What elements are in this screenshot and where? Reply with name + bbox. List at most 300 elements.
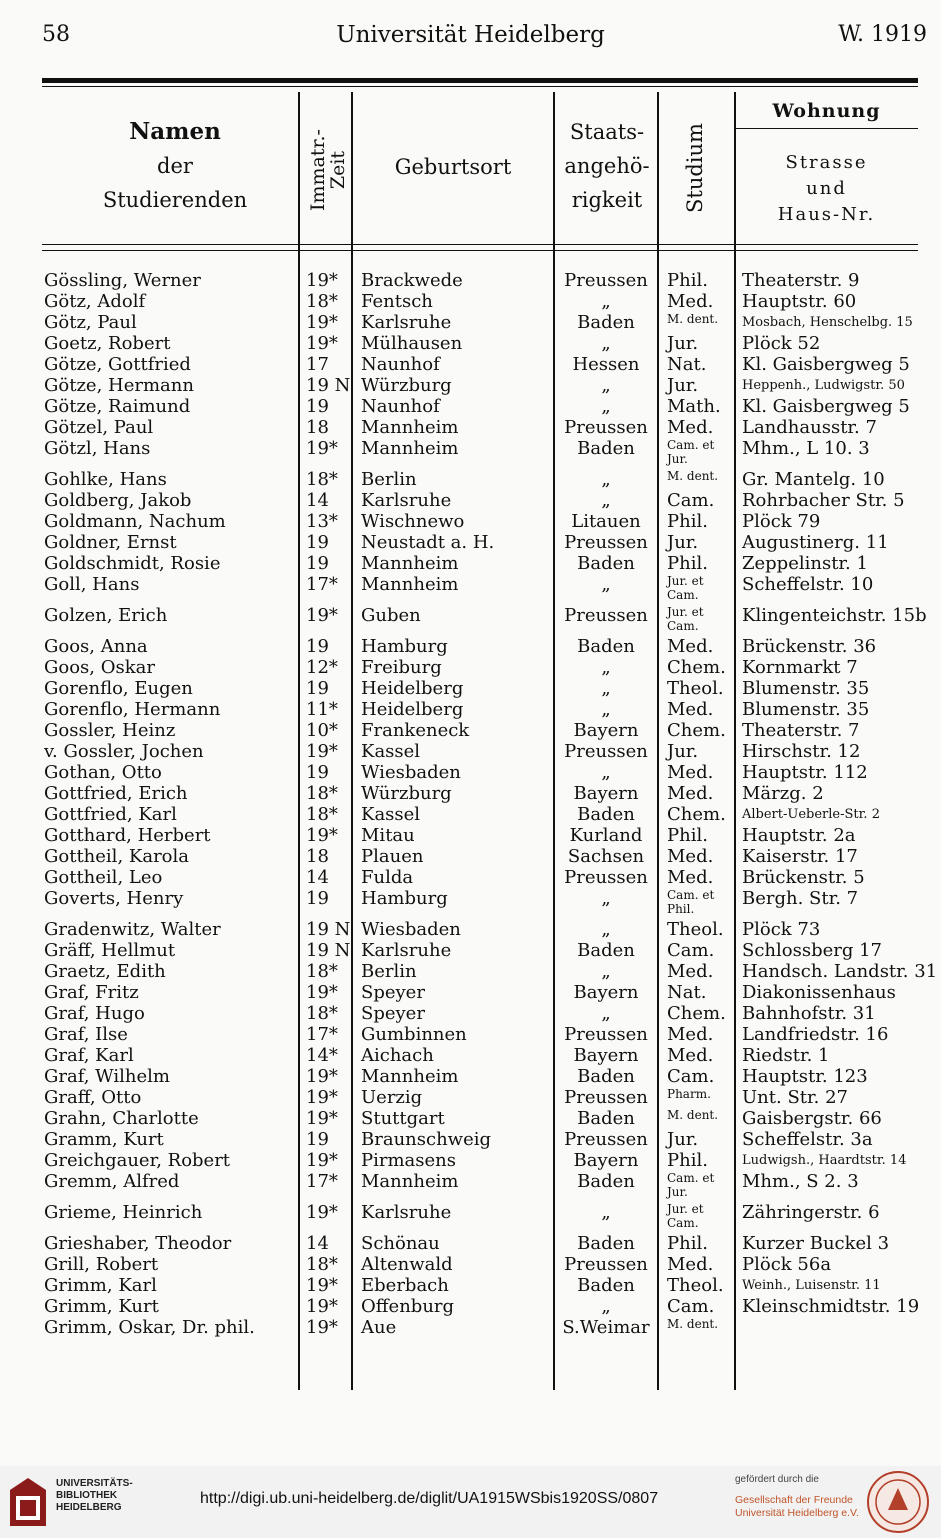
immatr-time: 19* [306, 312, 338, 333]
table-row [0, 1024, 941, 1045]
field-of-study: Phil. [667, 511, 708, 532]
birthplace: Offenburg [361, 1296, 455, 1317]
nationality: „ [601, 1202, 611, 1223]
field-of-study: Chem. [667, 1003, 726, 1024]
address: Kaiserstr. 17 [742, 846, 858, 867]
birthplace: Mannheim [361, 1171, 459, 1192]
nationality: „ [601, 375, 611, 396]
field-of-study: Chem. [667, 657, 726, 678]
address: Mosbach, Henschelbg. 15 [742, 315, 913, 330]
immatr-time: 19* [306, 1087, 338, 1108]
nationality: „ [601, 657, 611, 678]
immatr-time: 19* [306, 1150, 338, 1171]
nationality: Baden [577, 1171, 635, 1192]
nationality: Kurland [569, 825, 643, 846]
nationality: „ [601, 1296, 611, 1317]
immatr-time: 12* [306, 657, 338, 678]
table-row [0, 574, 941, 605]
address: Hauptstr. 123 [742, 1066, 868, 1087]
immatr-time: 19* [306, 1317, 338, 1338]
student-name: Grieshaber, Theodor [44, 1233, 232, 1254]
student-name: Graf, Hugo [44, 1003, 145, 1024]
field-of-study: Med. [667, 846, 714, 867]
table-row [0, 961, 941, 982]
student-name: Goverts, Henry [44, 888, 184, 909]
immatr-time: 19 [306, 532, 329, 553]
field-of-study: Med. [667, 417, 714, 438]
birthplace: Eberbach [361, 1275, 449, 1296]
nationality: „ [601, 574, 611, 595]
field-of-study: Cam. [667, 1066, 715, 1087]
birthplace: Kassel [361, 804, 421, 825]
nationality: Sachsen [567, 846, 645, 867]
immatr-time: 19 N [306, 919, 351, 940]
student-name: Grimm, Oskar, Dr. phil. [44, 1317, 255, 1338]
library-name-line1: UNIVERSITÄTS- [56, 1478, 133, 1489]
address: Handsch. Landstr. 31 [742, 961, 938, 982]
nationality: Preussen [564, 1024, 648, 1045]
immatr-time: 14 [306, 1233, 329, 1254]
table-row [0, 1087, 941, 1108]
wohnung-rule [735, 128, 918, 129]
table-row [0, 657, 941, 678]
field-of-study: Med. [667, 636, 714, 657]
col-header-immatr-line1: Immatr.- [307, 129, 329, 211]
birthplace: Aue [361, 1317, 397, 1338]
immatr-time: 18* [306, 961, 338, 982]
student-name: Goos, Oskar [44, 657, 155, 678]
nationality: „ [601, 396, 611, 417]
birthplace: Heidelberg [361, 699, 464, 720]
address: Plöck 73 [742, 919, 821, 940]
page-title: Universität Heidelberg [336, 22, 605, 48]
birthplace: Wischnewo [361, 511, 465, 532]
nationality: Baden [577, 1233, 635, 1254]
col-header-names [60, 115, 290, 217]
table-row [0, 804, 941, 825]
table-row [0, 1045, 941, 1066]
student-name: Gossler, Heinz [44, 720, 176, 741]
nationality: „ [601, 888, 611, 909]
nationality: Preussen [564, 741, 648, 762]
address: Theaterstr. 9 [742, 270, 860, 291]
immatr-time: 19* [306, 270, 338, 291]
address: Zähringerstr. 6 [742, 1202, 880, 1223]
nationality: Litauen [571, 511, 641, 532]
student-name: Gorenflo, Eugen [44, 678, 193, 699]
address: Hauptstr. 112 [742, 762, 868, 783]
student-name: Grill, Robert [44, 1254, 159, 1275]
birthplace: Stuttgart [361, 1108, 445, 1129]
address: Gr. Mantelg. 10 [742, 469, 885, 490]
immatr-time: 19* [306, 741, 338, 762]
address: Diakonissenhaus [742, 982, 896, 1003]
student-table [0, 270, 941, 1338]
top-rule-thin [42, 86, 918, 87]
nationality: Preussen [564, 1087, 648, 1108]
address: Blumenstr. 35 [742, 699, 870, 720]
table-row [0, 699, 941, 720]
field-of-study: Jur. [667, 333, 699, 354]
field-of-study: M. dent. [667, 469, 719, 483]
address: Scheffelstr. 10 [742, 574, 874, 595]
table-row [0, 1129, 941, 1150]
page-number: 58 [42, 22, 70, 47]
address: Scheffelstr. 3a [742, 1129, 873, 1150]
col-header-wohnung-sub-line2: und [806, 178, 847, 199]
table-row [0, 888, 941, 919]
birthplace: Gumbinnen [361, 1024, 467, 1045]
supported-by-label: gefördert durch die [735, 1474, 819, 1485]
society-name-line1: Gesellschaft der Freunde [735, 1494, 853, 1506]
immatr-time: 18* [306, 1254, 338, 1275]
student-name: Gremm, Alfred [44, 1171, 180, 1192]
semester-label: W. 1919 [838, 22, 927, 47]
university-seal-icon [866, 1470, 930, 1534]
table-row [0, 469, 941, 490]
immatr-time: 19* [306, 1202, 338, 1223]
address: Bergh. Str. 7 [742, 888, 859, 909]
nationality: Baden [577, 553, 635, 574]
address: Landfriedstr. 16 [742, 1024, 889, 1045]
birthplace: Hamburg [361, 888, 448, 909]
student-name: Gorenflo, Hermann [44, 699, 221, 720]
address: Gaisbergstr. 66 [742, 1108, 882, 1129]
field-of-study: Med. [667, 961, 714, 982]
immatr-time: 19* [306, 438, 338, 459]
field-of-study: Jur. [667, 741, 699, 762]
table-row [0, 1003, 941, 1024]
student-name: Gräff, Hellmut [44, 940, 176, 961]
immatr-time: 19 [306, 396, 329, 417]
col-header-wohnung-sub-line3: Haus-Nr. [777, 204, 876, 225]
student-name: Graf, Karl [44, 1045, 134, 1066]
table-row [0, 532, 941, 553]
field-of-study: Math. [667, 396, 721, 417]
nationality: Preussen [564, 605, 648, 626]
birthplace: Würzburg [361, 783, 452, 804]
address: Hauptstr. 2a [742, 825, 856, 846]
address: Zeppelinstr. 1 [742, 553, 868, 574]
table-row [0, 1066, 941, 1087]
field-of-study: Med. [667, 783, 714, 804]
student-name: Gottfried, Erich [44, 783, 188, 804]
footer-bar [0, 1466, 941, 1538]
field-of-study: Chem. [667, 720, 726, 741]
col-header-names-line1: Namen [129, 118, 221, 145]
birthplace: Fulda [361, 867, 414, 888]
table-row [0, 678, 941, 699]
table-row [0, 1275, 941, 1296]
table-row [0, 1202, 941, 1233]
student-name: Götz, Paul [44, 312, 137, 333]
immatr-time: 18* [306, 804, 338, 825]
nationality: Preussen [564, 532, 648, 553]
table-row [0, 1150, 941, 1171]
student-name: Grieme, Heinrich [44, 1202, 203, 1223]
student-name: Goldmann, Nachum [44, 511, 226, 532]
field-of-study: Theol. [667, 919, 724, 940]
immatr-time: 19* [306, 1275, 338, 1296]
field-of-study: Med. [667, 762, 714, 783]
student-name: Götze, Hermann [44, 375, 194, 396]
address: Ludwigsh., Haardtstr. 14 [742, 1153, 907, 1168]
field-of-study: Jur. et Cam. [667, 574, 704, 602]
student-name: Gohlke, Hans [44, 469, 167, 490]
birthplace: Mannheim [361, 1066, 459, 1087]
immatr-time: 14* [306, 1045, 338, 1066]
student-name: Grimm, Kurt [44, 1296, 159, 1317]
address: Klingenteichstr. 15b [742, 605, 927, 626]
student-name: Götzl, Hans [44, 438, 151, 459]
address: Märzg. 2 [742, 783, 824, 804]
student-name: Goldner, Ernst [44, 532, 177, 553]
nationality: Preussen [564, 1129, 648, 1150]
nationality: „ [601, 469, 611, 490]
table-row [0, 846, 941, 867]
nationality: Bayern [573, 1150, 639, 1171]
table-row [0, 490, 941, 511]
address: Plöck 56a [742, 1254, 832, 1275]
nationality: Baden [577, 312, 635, 333]
nationality: Bayern [573, 720, 639, 741]
field-of-study: Chem. [667, 804, 726, 825]
student-name: Götz, Adolf [44, 291, 146, 312]
table-row [0, 396, 941, 417]
immatr-time: 19* [306, 1066, 338, 1087]
birthplace: Brackwede [361, 270, 463, 291]
field-of-study: Nat. [667, 354, 707, 375]
col-header-staats-line3: rigkeit [571, 188, 643, 212]
address: Bahnhofstr. 31 [742, 1003, 876, 1024]
nationality: „ [601, 919, 611, 940]
student-name: Grimm, Karl [44, 1275, 157, 1296]
nationality: Preussen [564, 867, 648, 888]
immatr-time: 10* [306, 720, 338, 741]
immatr-time: 18* [306, 469, 338, 490]
nationality: „ [601, 678, 611, 699]
table-row [0, 783, 941, 804]
birthplace: Uerzig [361, 1087, 423, 1108]
col-header-wohnung-sub [735, 150, 918, 228]
nationality: „ [601, 490, 611, 511]
table-row [0, 333, 941, 354]
student-name: Golzen, Erich [44, 605, 168, 626]
nationality: Baden [577, 1108, 635, 1129]
birthplace: Mitau [361, 825, 415, 846]
table-row [0, 1296, 941, 1317]
nationality: Hessen [572, 354, 640, 375]
birthplace: Frankeneck [361, 720, 470, 741]
nationality: Preussen [564, 1254, 648, 1275]
address: Mhm., L 10. 3 [742, 438, 870, 459]
immatr-time: 19 [306, 553, 329, 574]
birthplace: Plauen [361, 846, 424, 867]
student-name: Goldberg, Jakob [44, 490, 192, 511]
field-of-study: Med. [667, 1045, 714, 1066]
table-row [0, 312, 941, 333]
table-row [0, 270, 941, 291]
col-header-immatr-line2: Zeit [327, 150, 349, 190]
immatr-time: 19 [306, 762, 329, 783]
address: Brückenstr. 36 [742, 636, 877, 657]
header-bottom-rule-2 [42, 250, 918, 251]
student-name: v. Gossler, Jochen [44, 741, 204, 762]
field-of-study: Phil. [667, 1150, 708, 1171]
immatr-time: 19 [306, 636, 329, 657]
student-name: Graf, Wilhelm [44, 1066, 170, 1087]
field-of-study: Cam. [667, 940, 715, 961]
table-row [0, 417, 941, 438]
nationality: Preussen [564, 270, 648, 291]
top-rule [42, 78, 918, 83]
birthplace: Heidelberg [361, 678, 464, 699]
address: Theaterstr. 7 [742, 720, 860, 741]
field-of-study: Med. [667, 1024, 714, 1045]
nationality: Baden [577, 438, 635, 459]
nationality: Bayern [573, 982, 639, 1003]
student-name: Gottfried, Karl [44, 804, 177, 825]
library-name-line3: HEIDELBERG [56, 1502, 122, 1513]
table-row [0, 1254, 941, 1275]
permalink-url[interactable]: http://digi.ub.uni-heidelberg.de/diglit/UA1915WSbis1920SS/0807 [200, 1490, 659, 1507]
address: Augustinerg. 11 [742, 532, 889, 553]
nationality: Baden [577, 636, 635, 657]
address: Kurzer Buckel 3 [742, 1233, 890, 1254]
table-row [0, 553, 941, 574]
col-header-names-line2: der [157, 154, 193, 178]
address: Mhm., S 2. 3 [742, 1171, 859, 1192]
student-name: Gradenwitz, Walter [44, 919, 221, 940]
student-name: Gottheil, Karola [44, 846, 189, 867]
field-of-study: Theol. [667, 678, 724, 699]
library-name [56, 1478, 133, 1514]
field-of-study: Cam. et Jur. [667, 438, 715, 466]
birthplace: Würzburg [361, 375, 452, 396]
birthplace: Altenwald [361, 1254, 453, 1275]
birthplace: Mülhausen [361, 333, 463, 354]
birthplace: Mannheim [361, 574, 459, 595]
immatr-time: 17* [306, 574, 338, 595]
table-row [0, 741, 941, 762]
col-header-staats [556, 115, 658, 217]
immatr-time: 19* [306, 1296, 338, 1317]
table-row [0, 291, 941, 312]
field-of-study: Jur. [667, 375, 699, 396]
nationality: Baden [577, 1066, 635, 1087]
field-of-study: M. dent. [667, 312, 719, 326]
table-row [0, 1171, 941, 1202]
address: Rohrbacher Str. 5 [742, 490, 905, 511]
immatr-time: 18* [306, 1003, 338, 1024]
birthplace: Wiesbaden [361, 762, 461, 783]
field-of-study: M. dent. [667, 1108, 719, 1122]
birthplace: Berlin [361, 961, 417, 982]
col-header-names-line3: Studierenden [102, 188, 248, 212]
student-name: Götze, Raimund [44, 396, 191, 417]
col-header-geburtsort: Geburtsort [394, 155, 512, 179]
address: Hirschstr. 12 [742, 741, 861, 762]
birthplace: Aichach [361, 1045, 434, 1066]
birthplace: Wiesbaden [361, 919, 461, 940]
student-name: Gössling, Werner [44, 270, 201, 291]
field-of-study: Med. [667, 699, 714, 720]
field-of-study: Jur. [667, 532, 699, 553]
immatr-time: 19 N [306, 375, 351, 396]
field-of-study: Phil. [667, 270, 708, 291]
student-name: Grahn, Charlotte [44, 1108, 199, 1129]
birthplace: Kassel [361, 741, 421, 762]
col-header-staats-line1: Staats- [569, 120, 645, 144]
student-name: Gramm, Kurt [44, 1129, 164, 1150]
immatr-time: 17* [306, 1024, 338, 1045]
student-name: Gotthard, Herbert [44, 825, 211, 846]
table-row [0, 762, 941, 783]
immatr-time: 19* [306, 333, 338, 354]
birthplace: Naunhof [361, 354, 440, 375]
field-of-study: Nat. [667, 982, 707, 1003]
society-name-line2: Universität Heidelberg e.V. [735, 1507, 859, 1519]
immatr-time: 18 [306, 417, 329, 438]
field-of-study: Cam. [667, 490, 715, 511]
address: Plöck 79 [742, 511, 821, 532]
immatr-time: 17* [306, 1171, 338, 1192]
nationality: „ [601, 961, 611, 982]
immatr-time: 19* [306, 605, 338, 626]
address: Schlossberg 17 [742, 940, 883, 961]
header-bottom-rule [42, 244, 918, 245]
table-row [0, 438, 941, 469]
field-of-study: Cam. et Jur. [667, 1171, 715, 1199]
nationality: Baden [577, 1275, 635, 1296]
birthplace: Naunhof [361, 396, 440, 417]
birthplace: Karlsruhe [361, 490, 452, 511]
library-name-line2: BIBLIOTHEK [56, 1490, 118, 1501]
immatr-time: 17 [306, 354, 329, 375]
address: Kornmarkt 7 [742, 657, 858, 678]
immatr-time: 19 [306, 678, 329, 699]
address: Brückenstr. 5 [742, 867, 865, 888]
address: Kleinschmidtstr. 19 [742, 1296, 920, 1317]
immatr-time: 18* [306, 291, 338, 312]
birthplace: Speyer [361, 1003, 425, 1024]
table-row [0, 1108, 941, 1129]
col-header-wohnung-sub-line1: Strasse [785, 152, 868, 173]
birthplace: Mannheim [361, 438, 459, 459]
birthplace: Pirmasens [361, 1150, 456, 1171]
table-row [0, 1317, 941, 1338]
birthplace: Fentsch [361, 291, 433, 312]
address: Kl. Gaisbergweg 5 [742, 396, 910, 417]
immatr-time: 19 [306, 888, 329, 909]
student-name: Greichgauer, Robert [44, 1150, 231, 1171]
birthplace: Mannheim [361, 417, 459, 438]
birthplace: Freiburg [361, 657, 442, 678]
table-row [0, 375, 941, 396]
birthplace: Berlin [361, 469, 417, 490]
nationality: „ [601, 333, 611, 354]
nationality: Preussen [564, 417, 648, 438]
immatr-time: 19* [306, 825, 338, 846]
table-row [0, 1233, 941, 1254]
immatr-time: 19 [306, 1129, 329, 1150]
field-of-study: Theol. [667, 1275, 724, 1296]
field-of-study: Pharm. [667, 1087, 711, 1101]
address: Albert-Ueberle-Str. 2 [742, 807, 880, 822]
table-row [0, 511, 941, 532]
nationality: „ [601, 1003, 611, 1024]
library-logo-icon [8, 1476, 48, 1528]
